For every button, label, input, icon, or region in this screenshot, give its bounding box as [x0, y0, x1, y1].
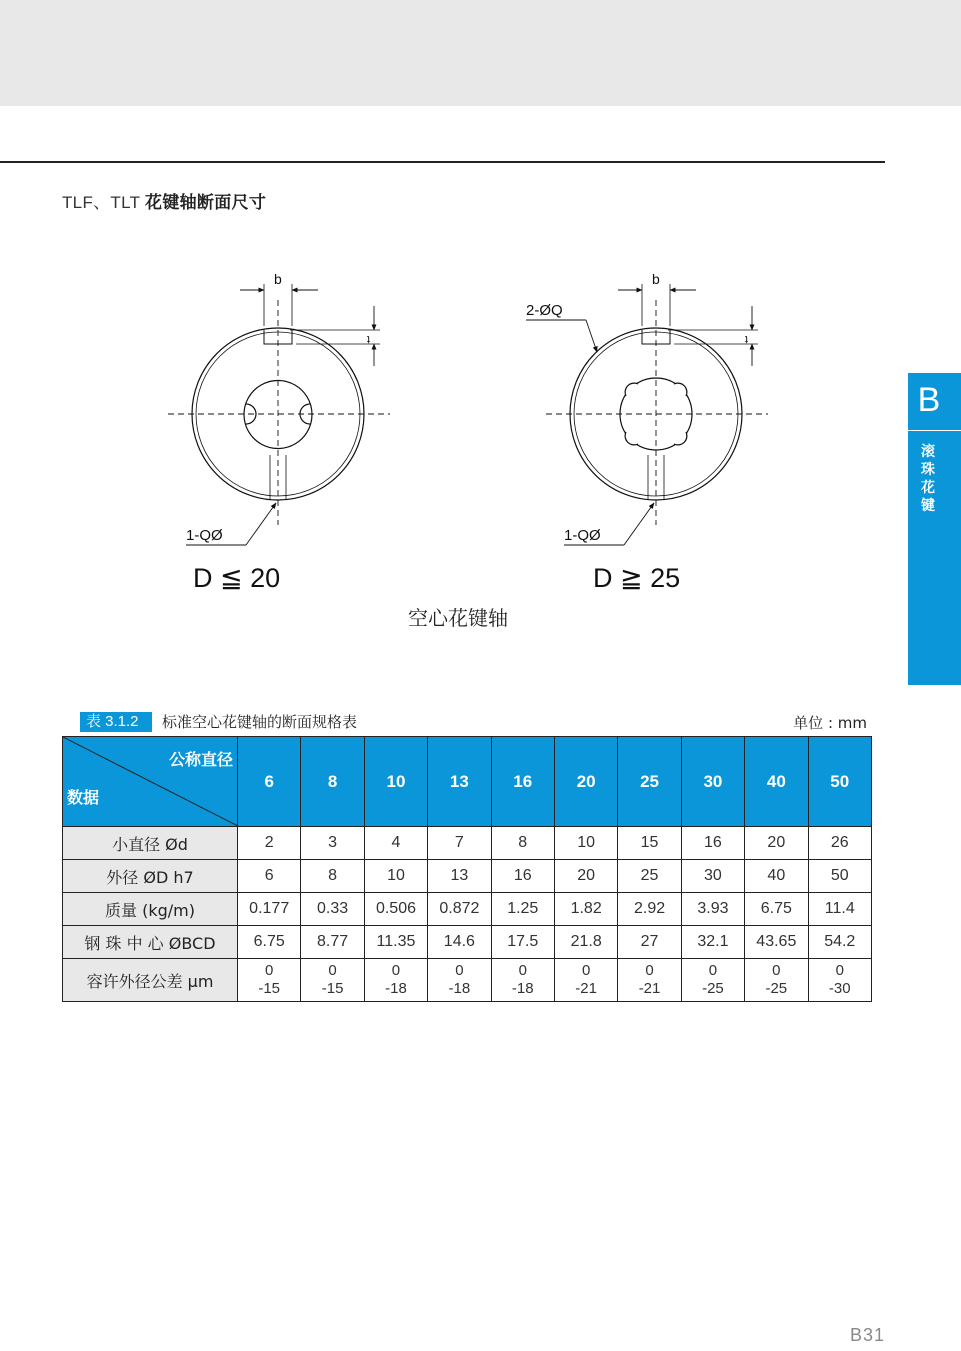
table-cell: 0.506 [364, 893, 427, 926]
column-header: 6 [238, 737, 301, 827]
corner-bottom-label: 数据 [67, 788, 100, 807]
tolerance-cell [364, 959, 427, 1002]
tolerance-row [63, 959, 872, 1002]
table-row [63, 860, 872, 893]
table-row [63, 893, 872, 926]
table-row [63, 926, 872, 959]
table-cell: 1.82 [554, 893, 617, 926]
table-cell: 8.77 [301, 926, 364, 959]
column-header: 16 [491, 737, 554, 827]
tolerance-lower: -21 [575, 980, 597, 997]
drawing-left [168, 284, 390, 545]
table-cell: 43.65 [745, 926, 808, 959]
row-label: 外径 ØD h7 [63, 860, 238, 893]
label-t-left: t [366, 333, 370, 345]
tolerance-cell [491, 959, 554, 1002]
table-cell: 2.92 [618, 893, 681, 926]
table-cell: 6.75 [745, 893, 808, 926]
tolerance-lower: -18 [511, 980, 534, 997]
tolerance-lower: -30 [828, 980, 851, 997]
figure-caption: 空心花键轴 [408, 606, 508, 630]
row-label: 小直径 Ød [63, 827, 238, 860]
tolerance-upper: 0 [835, 962, 844, 979]
label-b-right: b [652, 271, 660, 287]
table-cell: 26 [808, 827, 871, 860]
column-header: 30 [681, 737, 744, 827]
table-cell: 54.2 [808, 926, 871, 959]
table-cell: 40 [745, 860, 808, 893]
chapter-letter: B [917, 381, 941, 419]
table-cell: 50 [808, 860, 871, 893]
column-header: 20 [554, 737, 617, 827]
tolerance-cell [301, 959, 364, 1002]
table-cell: 11.4 [808, 893, 871, 926]
tolerance-upper: 0 [518, 962, 527, 979]
table-cell: 32.1 [681, 926, 744, 959]
table-cell: 10 [554, 827, 617, 860]
table-row [63, 827, 872, 860]
table-cell: 27 [618, 926, 681, 959]
section-title-cjk: 花键轴断面尺寸 [145, 193, 267, 213]
table-cell: 8 [301, 860, 364, 893]
label-b-left: b [274, 271, 282, 287]
table-header-row [63, 737, 872, 827]
column-header: 8 [301, 737, 364, 827]
table-cell: 2 [238, 827, 301, 860]
tolerance-lower: -15 [258, 980, 281, 997]
tolerance-upper: 0 [265, 962, 274, 979]
table-cell: 21.8 [554, 926, 617, 959]
table-cell: 0.177 [238, 893, 301, 926]
column-header: 50 [808, 737, 871, 827]
spec-table [62, 736, 872, 1002]
row-label: 质量 (kg/m) [63, 893, 238, 926]
table-cell: 14.6 [428, 926, 491, 959]
tolerance-lower: -25 [765, 980, 788, 997]
corner-cell [63, 737, 238, 827]
table-cell: 3 [301, 827, 364, 860]
table-cell: 0.872 [428, 893, 491, 926]
table-label [80, 711, 357, 732]
table-cell: 6.75 [238, 926, 301, 959]
tolerance-upper: 0 [772, 962, 781, 979]
tolerance-lower: -21 [638, 980, 661, 997]
tolerance-upper: 0 [455, 962, 464, 979]
label-q-right: 1-QØ [564, 527, 601, 544]
table-cell: 13 [428, 860, 491, 893]
table-unit: 单位 : mm [793, 714, 867, 732]
table-cell: 25 [618, 860, 681, 893]
column-header: 40 [745, 737, 808, 827]
table-cell: 4 [364, 827, 427, 860]
table-title: 标准空心花键轴的断面规格表 [162, 713, 358, 731]
caption-right: D ≧ 25 [593, 563, 681, 593]
tolerance-upper: 0 [391, 962, 401, 979]
row-label: 容许外径公差 μm [63, 959, 238, 1002]
corner-top-label: 公称直径 [168, 750, 233, 769]
label-q-left: 1-QØ [186, 527, 223, 544]
tolerance-lower: -18 [385, 980, 407, 997]
table-cell: 6 [238, 860, 301, 893]
tolerance-cell [808, 959, 871, 1002]
tolerance-cell [618, 959, 681, 1002]
chapter-name: 滚珠花键 [921, 444, 935, 514]
tolerance-cell [681, 959, 744, 1002]
table-cell: 15 [618, 827, 681, 860]
tolerance-cell [428, 959, 491, 1002]
table-cell: 11.35 [364, 926, 427, 959]
tolerance-lower: -25 [702, 980, 724, 997]
tolerance-upper: 0 [328, 962, 337, 979]
table-cell: 7 [428, 827, 491, 860]
table-cell: 30 [681, 860, 744, 893]
tolerance-cell [554, 959, 617, 1002]
table-cell: 16 [491, 860, 554, 893]
table-cell: 10 [364, 860, 427, 893]
tolerance-cell [745, 959, 808, 1002]
row-label: 钢 珠 中 心 ØBCD [63, 926, 238, 959]
tolerance-upper: 0 [581, 962, 591, 979]
table-cell: 8 [491, 827, 554, 860]
column-header: 25 [618, 737, 681, 827]
tolerance-upper: 0 [708, 962, 718, 979]
column-header: 13 [428, 737, 491, 827]
table-cell: 3.93 [681, 893, 744, 926]
section-title-latin: TLF、TLT [62, 193, 146, 212]
column-header: 10 [364, 737, 427, 827]
table-number: 表 3.1.2 [80, 712, 152, 732]
table-cell: 1.25 [491, 893, 554, 926]
tolerance-lower: -15 [321, 980, 344, 997]
tolerance-cell [238, 959, 301, 1002]
table-cell: 20 [745, 827, 808, 860]
table-cell: 17.5 [491, 926, 554, 959]
drawing-right [526, 284, 768, 545]
caption-left: D ≦ 20 [193, 563, 281, 593]
tolerance-upper: 0 [645, 962, 654, 979]
label-top-right: 2-ØQ [526, 302, 563, 319]
table-cell: 16 [681, 827, 744, 860]
tolerance-lower: -18 [448, 980, 471, 997]
label-t-right: t [744, 333, 748, 345]
table-cell: 0.33 [301, 893, 364, 926]
page-number: B31 [850, 1325, 886, 1345]
table-cell: 20 [554, 860, 617, 893]
